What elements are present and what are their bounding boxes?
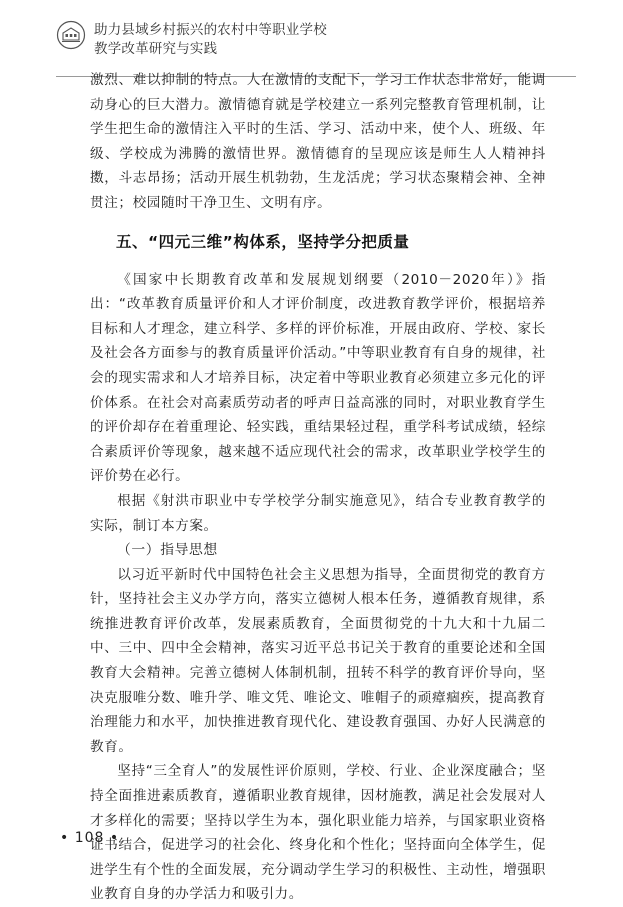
header-title-line-2: 教学改革研究与实践 xyxy=(94,41,218,57)
page-number: • 108 • xyxy=(60,830,120,846)
paragraph: 以习近平新时代中国特色社会主义思想为指导，全面贯彻党的教育方针，坚持社会主义办学方向，落实立德树人根本任务，遵循教育规律，系统推进教育评价改革，发展素质教育，全面贯彻党的十九大和十九届二中、三中、四中全会精神，落实习近平总书记关于教育的重要论述和全国教育大会精神。完善立德树人体制机制，扭转不科学的教育评价导向，坚决克服唯分数、唯升学、唯文凭、唯论文、唯帽子的顽瘴痼疾，提高教育治理能力和水平，加快推进教育现代化、建设教育强国、办好人民满意的教育。 xyxy=(90,566,546,755)
school-building-icon xyxy=(56,20,86,50)
subsection-heading: （一）指导思想 xyxy=(117,542,218,559)
section-heading: 五、“四元三维”构体系，坚持学分把质量 xyxy=(116,232,410,251)
paragraph: 坚持“三全育人”的发展性评价原则，学校、行业、企业深度融合；坚持全面推进素质教育，遵循职业教育规律，因材施教，满足社会发展对人才多样化的需要；坚持以学生为本，强化职业能力培养，与国家职业资格证书结合，促进学习的社会化、终身化和个性化；坚持面向全体学生，促进学生有个性的全面发展，充分调动学生学习的积极性、主动性，增强职业教育自身的办学活力和吸引力。 xyxy=(90,763,546,903)
paragraph: 根据《射洪市职业中专学校学分制实施意见》，结合专业教育教学的实际，制订本方案。 xyxy=(90,492,546,534)
page-body xyxy=(90,68,546,907)
header-title-line-1: 助力县域乡村振兴的农村中等职业学校 xyxy=(94,22,327,38)
running-header xyxy=(56,20,576,60)
paragraph: 《国家中长期教育改革和发展规划纲要（2010－2020年）》指出：“改革教育质量评价和人才评价制度，改进教育教学评价，根据培养目标和人才理念，建立科学、多样的评价标准，开展由政府、学校、家长及社会各方面参与的教育质量评价活动。”中等职业教育有自身的规律，社会的现实需求和人才培养目标，决定着中等职业教育必须建立多元化的评价体系。在社会对高素质劳动者的呼声日益高涨的同时，对职业教育学生的评价却存在着重理论、轻实践，重结果轻过程，重学科考试成绩，轻综合素质评价等现象，越来越不适应现代社会的需求，改革职业学校学生的评价势在必行。 xyxy=(90,271,546,485)
paragraph-continued: 激烈、难以抑制的特点。人在激情的支配下，学习工作状态非常好，能调动身心的巨大潜力。激情德育就是学校建立一系列完整教育管理机制，让学生把生命的激情注入平时的生活、学习、活动中来，使个人、班级、年级、学校成为沸腾的激情世界。激情德育的呈现应该是师生人人精神抖擞，斗志昂扬；活动开展生机勃勃，生龙活虎；学习状态聚精会神、全神贯注；校园随时干净卫生、文明有序。 xyxy=(90,72,546,211)
